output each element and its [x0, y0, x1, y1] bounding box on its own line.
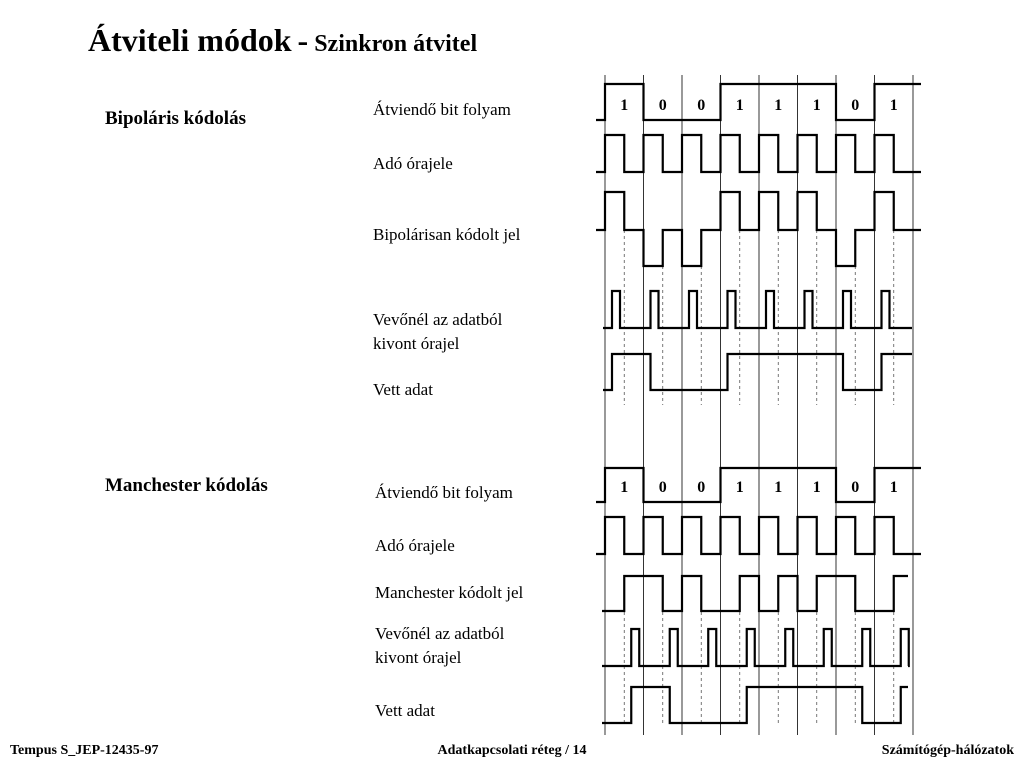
- footer-left: Tempus S_JEP-12435-97: [10, 743, 159, 758]
- bipolar-recovered-clock-wave: [603, 291, 912, 328]
- manchester-bit-label: 1: [889, 479, 898, 496]
- title-subtitle: Szinkron átvitel: [314, 31, 478, 57]
- bipolar-heading: Bipoláris kódolás: [105, 108, 246, 129]
- bipolar-bit-label: 0: [851, 97, 860, 114]
- bipolar-bit-label: 1: [735, 97, 744, 114]
- manchester-bit-label: 0: [697, 479, 706, 496]
- title-main: Átviteli módok: [88, 22, 292, 58]
- bipolar-bit-label: 1: [620, 97, 629, 114]
- manchester-bit-stream-wave: [596, 468, 921, 502]
- manchester-bit-label: 0: [851, 479, 860, 496]
- bipolar-clock-label: Adó órajele: [373, 154, 453, 173]
- bipolar-encoded-wave: [596, 192, 921, 266]
- manchester-transmit-clock-wave: [596, 517, 921, 554]
- footer-right: Számítógép-hálózatok: [881, 743, 1014, 758]
- manchester-bit-label: 1: [735, 479, 744, 496]
- bipolar-recovered-line1: Vevőnél az adatból: [373, 310, 503, 329]
- bipolar-bit-label: 0: [658, 97, 667, 114]
- title-separator: -: [297, 22, 309, 58]
- manchester-received-label: Vett adat: [375, 701, 435, 720]
- bipolar-bit-label: 0: [697, 97, 706, 114]
- bipolar-received-data-wave: [603, 354, 912, 390]
- footer-center: Adatkapcsolati réteg / 14: [437, 743, 587, 758]
- bipolar-bit-label: 1: [889, 97, 898, 114]
- manchester-encoded-label: Manchester kódolt jel: [375, 583, 524, 602]
- manchester-bit-label: 1: [812, 479, 821, 496]
- bipolar-transmit-clock-wave: [596, 135, 921, 172]
- waveforms: [596, 84, 921, 723]
- manchester-heading: Manchester kódolás: [105, 475, 268, 496]
- bipolar-bit-label: 1: [774, 97, 783, 114]
- manchester-recovered-line1: Vevőnél az adatból: [375, 624, 505, 643]
- bit-boundary-lines: [605, 75, 913, 735]
- manchester-recovered-clock-wave: [602, 629, 909, 666]
- manchester-clock-label: Adó órajele: [375, 536, 455, 555]
- manchester-encoded-wave: [602, 576, 908, 611]
- manchester-received-data-wave: [602, 687, 908, 723]
- bipolar-bits-label: Átviendő bit folyam: [373, 100, 511, 119]
- manchester-bit-label: 1: [620, 479, 629, 496]
- bipolar-bit-stream-wave: [596, 84, 921, 120]
- manchester-recovered-line2: kivont órajel: [375, 648, 462, 667]
- bipolar-bit-label: 1: [812, 97, 821, 114]
- manchester-bit-label: 1: [774, 479, 783, 496]
- manchester-bits-label: Átviendő bit folyam: [375, 483, 513, 502]
- bipolar-encoded-label: Bipolárisan kódolt jel: [373, 225, 521, 244]
- manchester-bit-label: 0: [658, 479, 667, 496]
- bipolar-received-label: Vett adat: [373, 380, 433, 399]
- bipolar-recovered-line2: kivont órajel: [373, 334, 460, 353]
